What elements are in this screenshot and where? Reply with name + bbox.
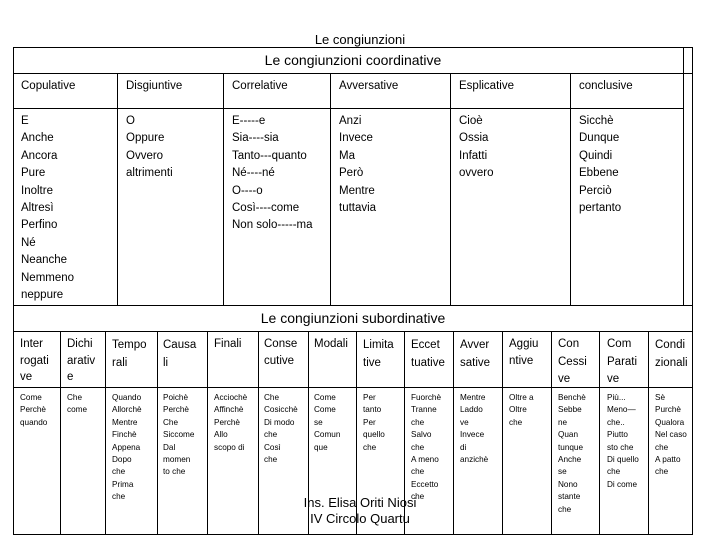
coordinative-header: Copulative [21, 80, 76, 92]
coordinative-header: Disgiuntive [126, 80, 183, 92]
subordinative-header: Finali [214, 338, 242, 350]
divider [207, 331, 208, 535]
footer-credit [280, 495, 440, 527]
coordinative-header: Esplicative [459, 80, 514, 92]
subordinative-header: Inter rogati ve [20, 338, 49, 383]
divider [13, 108, 683, 109]
divider [551, 331, 552, 535]
divider [60, 331, 61, 535]
divider [450, 73, 451, 305]
subordinative-header: Condi zionali [655, 339, 688, 369]
divider [330, 73, 331, 305]
subordinative-header: Conse cutive [264, 338, 298, 367]
subordinative-list: Per tanto Per quello che [363, 393, 385, 452]
divider [648, 331, 649, 535]
divider [157, 331, 158, 535]
footer-school: IV Circolo Quartu [310, 511, 410, 526]
subordinative-header: Avver sative [460, 339, 491, 369]
subordinative-list: Come Come se Comun que [314, 393, 341, 452]
coordinative-list: O Oppure Ovvero altrimenti [126, 115, 173, 180]
coordinative-header: Avversative [339, 80, 399, 92]
subordinative-header: Con Cessi ve [558, 338, 587, 385]
subordinative-header: Limita tive [363, 339, 394, 369]
subordinative-list: Acciochè Affinchè Perchè Allo scopo di [214, 393, 248, 452]
divider [13, 73, 693, 74]
subordinative-header: Com Parati ve [607, 338, 638, 385]
divider [13, 305, 693, 306]
subordinative-list: Più... Meno— che.. Piutto sto che Di quello che Di come [607, 393, 639, 489]
subordinative-header: Aggiu ntive [509, 338, 539, 367]
subordinative-list: Che Cosicchè Di modo che Così che [264, 393, 298, 465]
divider [105, 331, 106, 535]
coordinative-list: Anzi Invece Ma Però Mentre tuttavia [339, 115, 377, 215]
coordinative-header: Correlative [232, 80, 288, 92]
subordinative-list: Come Perchè quando [20, 393, 48, 427]
right-inner-divider [683, 47, 684, 305]
subordinative-header: Causa li [163, 339, 197, 369]
subordinative-list: Che come [67, 393, 88, 415]
divider [13, 387, 693, 388]
subordinative-list: Sè Purchè Qualora Nel caso che A patto che [655, 393, 687, 477]
subordinative-title: Le congiunzioni subordinative [260, 310, 446, 326]
subordinative-list: Oltre a Oltre che [509, 393, 534, 427]
coordinative-list: Cioè Ossia Infatti ovvero [459, 115, 494, 180]
coordinative-title: Le congiunzioni coordinative [264, 52, 442, 68]
coordinative-header: conclusive [579, 80, 633, 92]
subordinative-list: Quando Allorchè Mentre Finchè Appena Dopo che Prima che [112, 393, 142, 502]
subordinative-header: Tempo rali [112, 339, 147, 369]
divider [13, 331, 693, 332]
divider [502, 331, 503, 535]
coordinative-list: Sicchè Dunque Quindi Ebbene Perciò pertanto [579, 115, 622, 215]
page-title: Le congiunzioni [314, 32, 406, 47]
subordinative-header: Modali [314, 338, 348, 350]
subordinative-header: Eccet tuative [411, 339, 445, 369]
footer-author: Ins. Elisa Oriti Niosi [303, 495, 417, 510]
subordinative-list: Mentre Laddo ve Invece di anzichè [460, 393, 489, 465]
divider [117, 73, 118, 305]
subordinative-list: Poichè Perchè Che Siccome Dal momen to che [163, 393, 195, 477]
divider [599, 331, 600, 535]
subordinative-header: Dichi arativ e [67, 338, 96, 383]
coordinative-list: E-----e Sia----sia Tanto---quanto Né----né O----o Così----come Non solo-----ma [232, 115, 313, 232]
divider [453, 331, 454, 535]
subordinative-list: Fuorchè Tranne che Salvo che A meno che Eccetto che [411, 393, 442, 502]
coordinative-list: E Anche Ancora Pure Inoltre Altresì Perfino Né Neanche Nemmeno neppure [21, 115, 75, 302]
divider [570, 73, 571, 305]
divider [223, 73, 224, 305]
divider [258, 331, 259, 535]
subordinative-list: Benchè Sebbe ne Quan tunque Anche se Nono stante che [558, 393, 586, 514]
